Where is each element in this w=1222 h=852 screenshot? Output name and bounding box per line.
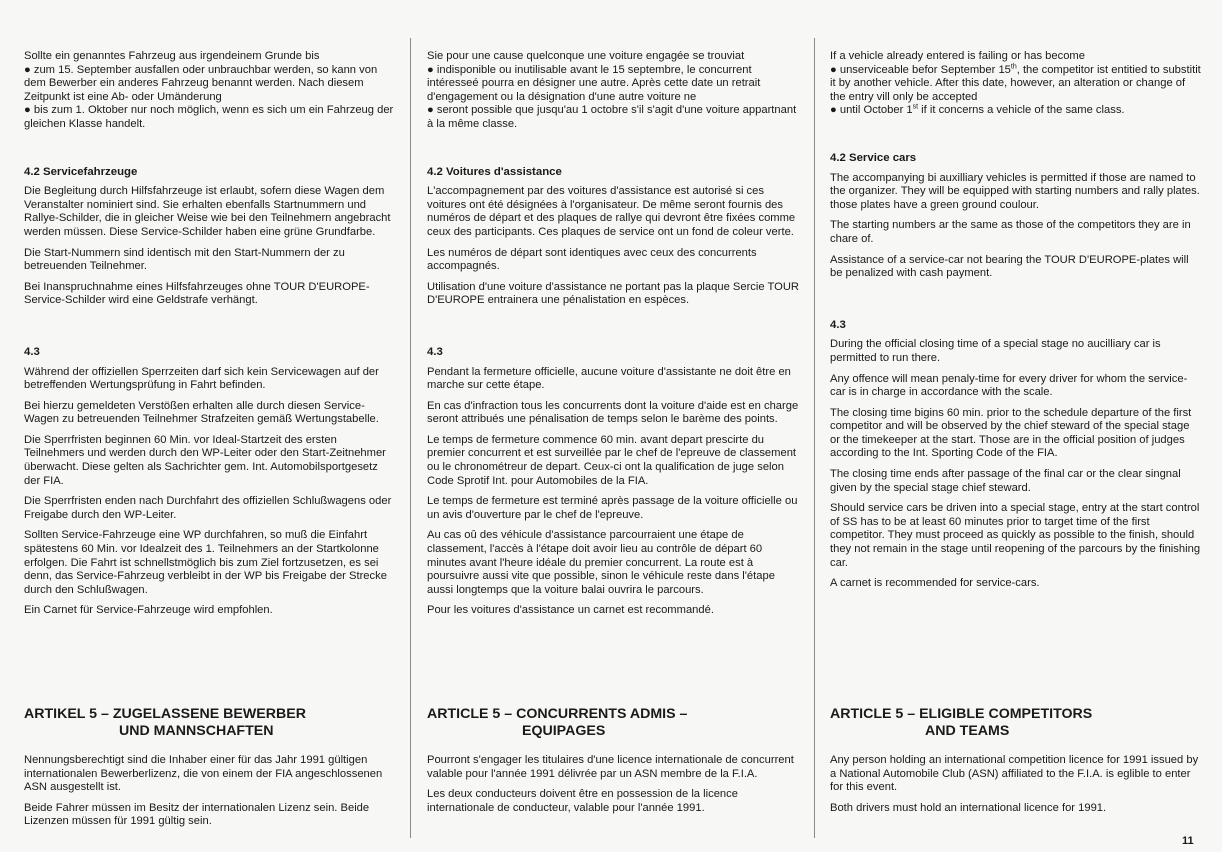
intro-block [830,50,1202,118]
paragraph: During the official closing time of a special stage no aucilliary car is permitted to run there. [830,338,1161,364]
paragraph: Les numéros de départ sont identiques avec ceux des concurrents accompagnés. [427,246,757,273]
paragraph: Le temps de fermeture commence 60 min. avant depart prescirte du premier concurrent et est surveillée par le chef de l'epreuve de classement ou le chronométreur de depart. Ceux-ci ont la qualification de juge selon Code Sprotif Int. pour Automobiles de la FIA. [427,433,797,487]
paragraph: Le temps de fermeture est terminé après passage de la voiture officielle ou un avis d'ouverture par le chef de l'epreuve. [427,495,798,521]
paragraph: Die Sperrfristen beginnen 60 Min. vor Ideal-Startzeit des ersten Teilnehmers und werden durch den WP-Leiter oder den Start-Zeitnehmer überwacht. Diese gelten als Sachrichter gem. Int. Automobilsportgesetz der FIA. [24,433,386,487]
paragraph: Utilisation d'une voiture d'assistance ne portant pas la plaque Sercie TOUR D'EUROPE entrainera une pénalistation en espèces. [427,280,800,307]
intro-lead: Sollte ein genanntes Fahrzeug aus irgendeinem Grunde bis [24,50,320,62]
intro-block [427,50,799,132]
paragraph: Ein Carnet für Service-Fahrzeuge wird empfohlen. [24,604,273,617]
section-4-2 [24,166,396,308]
paragraph: Pourront s'engager les titulaires d'une licence internationale de concurrent valable pour l'année 1991 délivrée par un ASN membre de la F.I.A. [427,754,794,780]
intro-block [24,50,396,132]
section-heading: 4.3 [427,345,443,358]
section-heading: 4.2 Voitures d'assistance [427,165,562,178]
paragraph: Assistance of a service-car not bearing the TOUR D'EUROPE-plates will be penalized with cash payment. [830,253,1189,280]
article-title: ARTICLE 5 – CONCURRENTS ADMIS – EQUIPAGES [427,706,688,739]
paragraph: Au cas oû des véhicule d'assistance parcourraient une étape de classement, l'accès à l'étape doit avoir lieu au contrôle de départ 60 minutes avant l'heure idéale du premier concurrent. La route est à poursuivre aussi vite que possible, sinon le véhicule reste dans l'étape aussi longtemps que la voiture balai ouvrira le parcours. [427,529,775,596]
section-heading: 4.3 [830,318,846,331]
paragraph: Die Sperrfristen enden nach Durchfahrt des offiziellen Schlußwagens oder Freigabe durch den WP-Leiter. [24,495,392,521]
paragraph: Sollten Service-Fahrzeuge eine WP durchfahren, so muß die Einfahrt spätestens 60 Min. vor Idealzeit des 1. Teilnehmers an der Startkolonne erfolgen. Die Fahrt ist schnellstmöglich bis zum Ziel fortzusetzen, es sei denn, das Service-Fahrzeug verbleibt in der WP bis Freigabe der Strecke durch den Schlußwagen. [24,529,387,596]
article-5-german [24,706,396,836]
paragraph: A carnet is recommended for service-cars. [830,577,1040,590]
french-column [427,50,799,625]
paragraph: Pendant la fermeture officielle, aucune voiture d'assistante ne doit être en marche sur cette étape. [427,365,791,392]
section-4-2 [830,152,1202,281]
intro-bullet: ● bis zum 1. Oktober nur noch möglich, wenn es sich um ein Fahrzeug der gleichen Klasse handelt. [24,104,394,130]
paragraph: Nennungsberechtigt sind die Inhaber einer für das Jahr 1991 gültigen internationalen Bewerberlizenz, die von einem der FIA angeschlossenen ASN ausgestellt ist. [24,754,383,794]
intro-bullet: ● unserviceable befor September 15th, the competitor ist entitied to substitit it by another vehicle. After this date, however, an alteration or change of the entry vill only be accepted [830,62,1201,103]
german-column [24,50,396,625]
paragraph: Die Start-Nummern sind identisch mit den Start-Nummern der zu betreuenden Teilnehmer. [24,246,345,273]
paragraph: Die Begleitung durch Hilfsfahrzeuge ist erlaubt, sofern diese Wagen dem Veranstalter nominiert sind. Sie erhalten ebenfalls Startnummern und Rallye-Schilder, die in gleicher Weise wie bei den Teilnehmern angebracht werden müssen. Diese Service-Schilder haben eine grüne Grundfarbe. [24,185,391,238]
intro-bullet: ● indisponible ou inutilisable avant le 15 septembre, le concurrent intéresseé pourra en désigner une autre. Après cette date un retrait d'engagement ou la désignation d'une autre voiture ne [427,63,761,103]
intro-lead: Sie pour une cause quelconque une voiture engagée se trouviat [427,50,745,62]
paragraph: L'accompagnement par des voitures d'assistance est autorisé si ces voitures ont été désignées à l'organisateur. De même seront fournis des numéros de départ et des plaques de rallye qui devront être fixées comme ceux des participants. Ces plaques de service ont un fond de coleur verte. [427,185,796,238]
article-title: ARTIKEL 5 – ZUGELASSENE BEWERBER UND MANNSCHAFTEN [24,706,306,739]
intro-lead: If a vehicle already entered is failing or has become [830,50,1085,62]
paragraph: The accompanying bi auxilliary vehicles is permitted if those are named to the organizer. They will be equipped with starting numbers and rally plates. those plates have a green ground coulour. [830,171,1200,211]
paragraph: Beide Fahrer müssen im Besitz der internationalen Lizenz sein. Beide Lizenzen müssen für 1991 gültig sein. [24,801,370,828]
article-5-english [830,706,1202,822]
paragraph: The closing time ends after passage of the final car or the clear singnal given by the special stage chief steward. [830,468,1181,494]
intro-bullet: ● zum 15. September ausfallen oder unbrauchbar werden, so kann von dem Bewerber ein anderes Fahrzeug benannt werden. Nach diesem Zeitpunkt ist eine Ab- oder Umänderung [24,63,378,103]
section-heading: 4.2 Servicefahrzeuge [24,165,138,178]
page-number: 11 [1182,835,1194,847]
section-heading: 4.3 [24,345,40,358]
paragraph: Bei hierzu gemeldeten Verstößen erhalten alle durch diesen Service-Wagen zu betreuenden Teilnehmer Strafzeiten gemäß Wertungstabelle. [24,399,379,426]
column-divider [410,38,411,838]
paragraph: The closing time bigins 60 min. prior to the schedule departure of the first competitor and will be observed by the chief steward of the special stage or the timekeeper at the start. Those are in the official position of judges according to the Int. Sporting Code of the FIA. [830,406,1192,460]
paragraph: Any offence will mean penaly-time for every driver for whom the service-car is in charge in accordance with the scale. [830,372,1188,399]
section-heading: 4.2 Service cars [830,151,917,164]
intro-bullet: ● seront possible que jusqu'au 1 octobre s'il s'agit d'une voiture appartnant à la même classe. [427,104,797,130]
paragraph: Both drivers must hold an international licence for 1991. [830,801,1107,814]
english-column [830,50,1202,598]
section-4-3 [24,346,396,618]
section-4-3 [830,319,1202,591]
paragraph: Pour les voitures d'assistance un carnet est recommandé. [427,604,714,617]
article-title: ARTICLE 5 – ELIGIBLE COMPETITORS AND TEAMS [830,706,1093,739]
section-4-2 [427,166,799,308]
paragraph: Should service cars be driven into a special stage, entry at the start control of SS has to be at least 60 minutes prior to target time of the first competitor. They must proceed as quickly as possible to the finish, should they not remain in the stage until reopening of the parcours by the finishing car. [830,502,1201,569]
paragraph: Any person holding an international competition licence for 1991 issued by a National Automobile Club (ASN) affiliated to the F.I.A. is eglible to enter for this event. [830,754,1199,794]
paragraph: En cas d'infraction tous les concurrents dont la voiture d'aide est en charge seront attribués une pénalisation de temps selon le barème des points. [427,399,799,426]
paragraph: Les deux conducteurs doivent être en possession de la licence internationale de conducteur, valable pour l'année 1991. [427,788,738,814]
intro-bullet: ● until October 1st if it concerns a vehicle of the same class. [830,103,1125,117]
paragraph: Während der offiziellen Sperrzeiten darf sich kein Servicewagen auf der betreffenden Wertungsprüfung in Fahrt befinden. [24,365,379,392]
paragraph: Bei Inanspruchnahme eines Hilfsfahrzeuges ohne TOUR D'EUROPE-Service-Schilder wird eine Geldstrafe verhängt. [24,280,370,307]
column-divider [814,38,815,838]
article-5-french [427,706,799,822]
section-4-3 [427,346,799,618]
paragraph: The starting numbers ar the same as those of the competitors they are in chare of. [830,219,1191,245]
